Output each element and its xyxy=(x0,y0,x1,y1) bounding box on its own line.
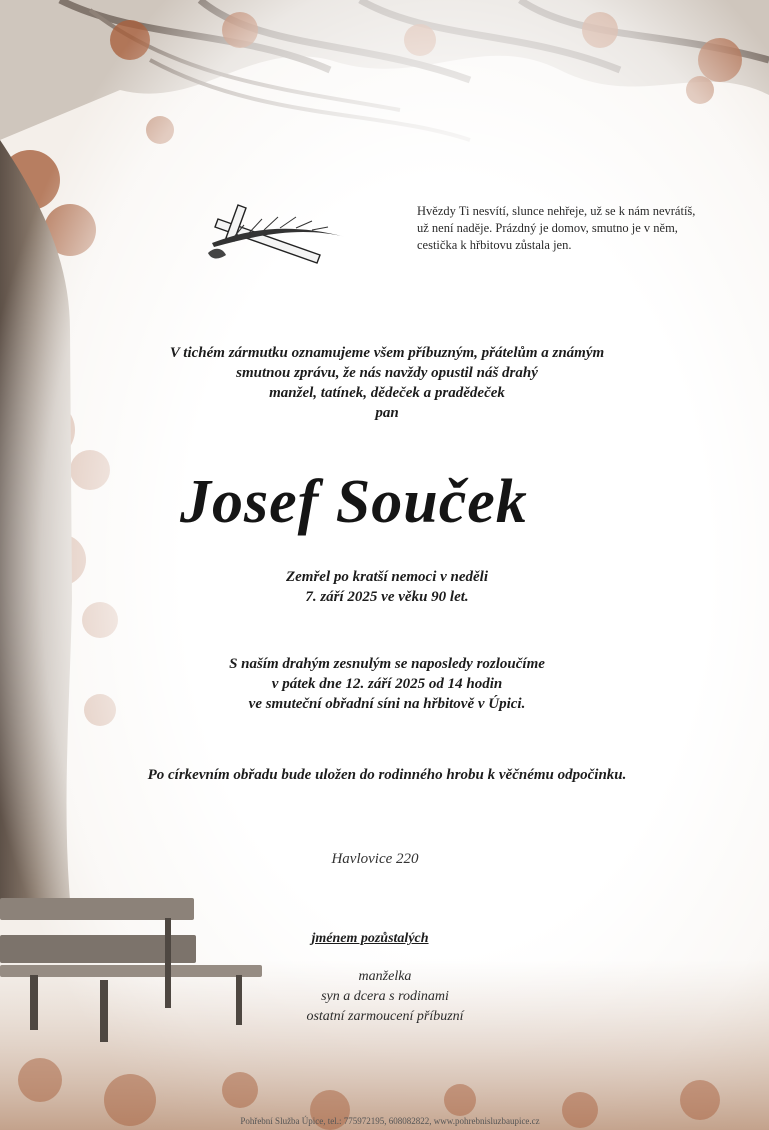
burial-info: Po církevním obřadu bude uložen do rodinného hrobu k věčnému odpočinku. xyxy=(147,767,627,783)
announcement xyxy=(60,343,714,423)
announcement-line: smutnou zprávu, že nás navždy opustil náš drahý xyxy=(236,365,538,381)
farewell-info-line: S naším drahým zesnulým se naposledy rozloučíme xyxy=(229,656,545,672)
family-list xyxy=(260,967,510,1027)
announcement-line: manžel, tatínek, dědeček a pradědeček xyxy=(269,385,505,401)
cross-with-palm-icon xyxy=(204,203,352,269)
farewell-info-line: v pátek dne 12. září 2025 od 14 hodin xyxy=(271,676,503,692)
death-info xyxy=(60,567,714,607)
announcement-line: pan xyxy=(375,405,399,421)
family-member: ostatní zarmoucení příbuzní xyxy=(306,1009,464,1024)
family-member: syn a dcera s rodinami xyxy=(321,989,449,1004)
memorial-poem xyxy=(417,203,737,254)
family-member: manželka xyxy=(358,969,412,984)
poem-line: už není naděje. Prázdný je domov, smutno je v něm, xyxy=(417,221,678,235)
address: Havlovice 220 xyxy=(331,851,419,867)
poem-line: Hvězdy Ti nesvítí, slunce nehřeje, už se k nám nevrátíš, xyxy=(417,204,696,218)
poem-line: cestička k hřbitovu zůstala jen. xyxy=(417,238,572,252)
announcement-line: V tichém zármutku oznamujeme všem příbuzným, přátelům a známým xyxy=(169,345,605,361)
deceased-name: Josef Souček xyxy=(180,468,528,536)
on-behalf-heading: jménem pozůstalých xyxy=(311,931,429,946)
footer-contact: Pohřební Služba Úpice, tel.: 775972195, 608082822, www.pohrebnisluzbaupice.cz xyxy=(240,1116,540,1126)
death-info-line: Zemřel po kratší nemoci v neděli xyxy=(285,569,489,585)
death-info-line: 7. září 2025 ve věku 90 let. xyxy=(305,589,469,605)
farewell-info-line: ve smuteční obřadní síni na hřbitově v Úpici. xyxy=(248,696,526,712)
farewell-info xyxy=(60,654,714,714)
